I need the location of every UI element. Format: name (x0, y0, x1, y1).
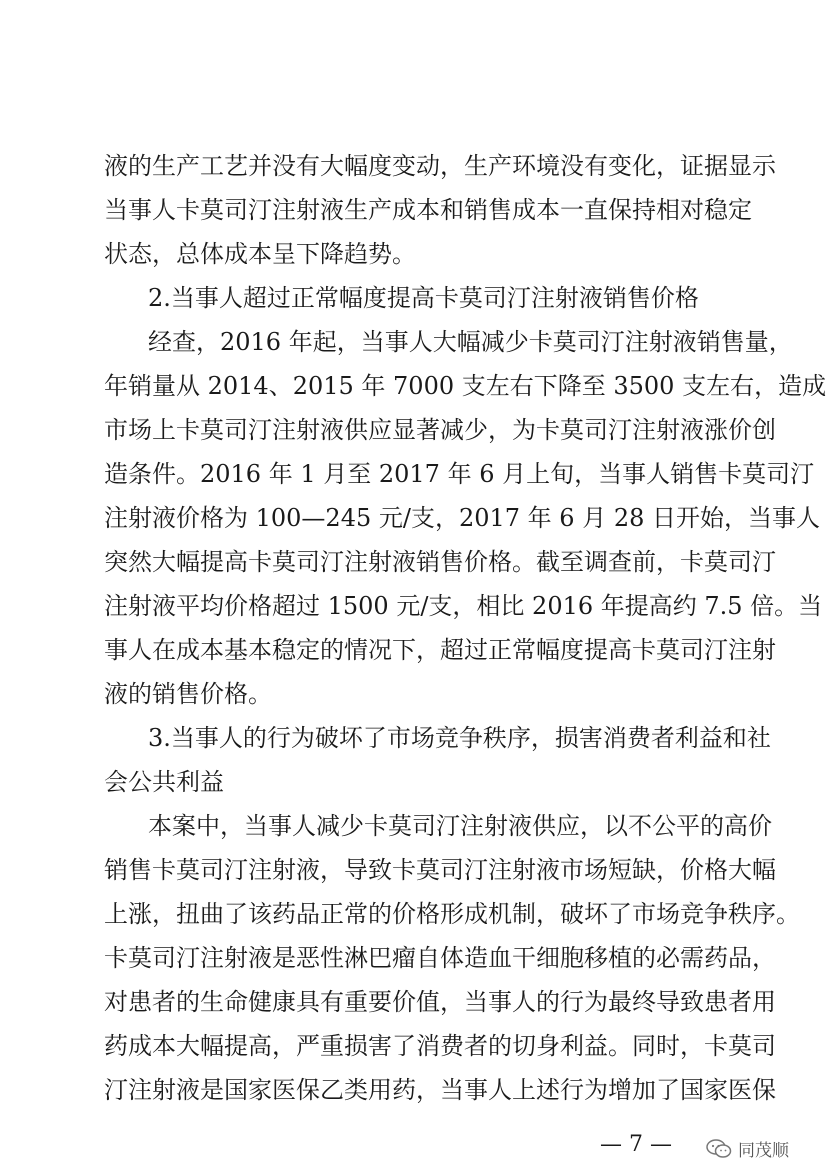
text-line: 销售卡莫司汀注射液，导致卡莫司汀注射液市场短缺，价格大幅 (104, 856, 776, 884)
text-line: 造条件。2016 年 1 月至 2017 年 6 月上旬，当事人销售卡莫司汀 (104, 460, 815, 488)
text-line: 当事人卡莫司汀注射液生产成本和销售成本一直保持相对稳定 (104, 196, 752, 224)
section-heading: 3.当事人的行为破坏了市场竞争秩序，损害消费者利益和社 (148, 724, 771, 752)
text-line: 对患者的生命健康具有重要价值，当事人的行为最终导致患者用 (104, 988, 776, 1016)
text-line: 上涨，扭曲了该药品正常的价格形成机制，破坏了市场竞争秩序。 (104, 900, 800, 928)
wechat-icon (706, 1139, 732, 1159)
text-line: 年销量从 2014、2015 年 7000 支左右下降至 3500 支左右，造成 (104, 372, 827, 400)
text-line: 液的销售价格。 (104, 680, 272, 708)
text-line: 注射液价格为 100—245 元/支，2017 年 6 月 28 日开始，当事人 (104, 504, 820, 532)
text-line: 卡莫司汀注射液是恶性淋巴瘤自体造血干细胞移植的必需药品， (104, 944, 776, 972)
text-line: 事人在成本基本稳定的情况下，超过正常幅度提高卡莫司汀注射 (104, 636, 776, 664)
text-line: 突然大幅提高卡莫司汀注射液销售价格。截至调查前，卡莫司汀 (104, 548, 776, 576)
section-heading-continued: 会公共利益 (104, 768, 224, 796)
watermark-label: 同茂顺 (738, 1141, 789, 1161)
watermark (706, 1136, 789, 1161)
section-heading: 2.当事人超过正常幅度提高卡莫司汀注射液销售价格 (148, 284, 699, 312)
text-line: 液的生产工艺并没有大幅度变动，生产环境没有变化，证据显示 (104, 152, 776, 180)
text-line: 本案中，当事人减少卡莫司汀注射液供应，以不公平的高价 (148, 812, 772, 840)
text-line: 状态，总体成本呈下降趋势。 (104, 240, 416, 268)
text-line: 药成本大幅提高，严重损害了消费者的切身利益。同时，卡莫司 (104, 1032, 776, 1060)
text-line: 汀注射液是国家医保乙类用药，当事人上述行为增加了国家医保 (104, 1076, 776, 1104)
text-line: 市场上卡莫司汀注射液供应显著减少，为卡莫司汀注射液涨价创 (104, 416, 776, 444)
page-number: — 7 — (600, 1132, 672, 1157)
text-line: 注射液平均价格超过 1500 元/支，相比 2016 年提高约 7.5 倍。当 (104, 592, 823, 620)
text-line: 经查，2016 年起，当事人大幅减少卡莫司汀注射液销售量， (148, 328, 793, 356)
